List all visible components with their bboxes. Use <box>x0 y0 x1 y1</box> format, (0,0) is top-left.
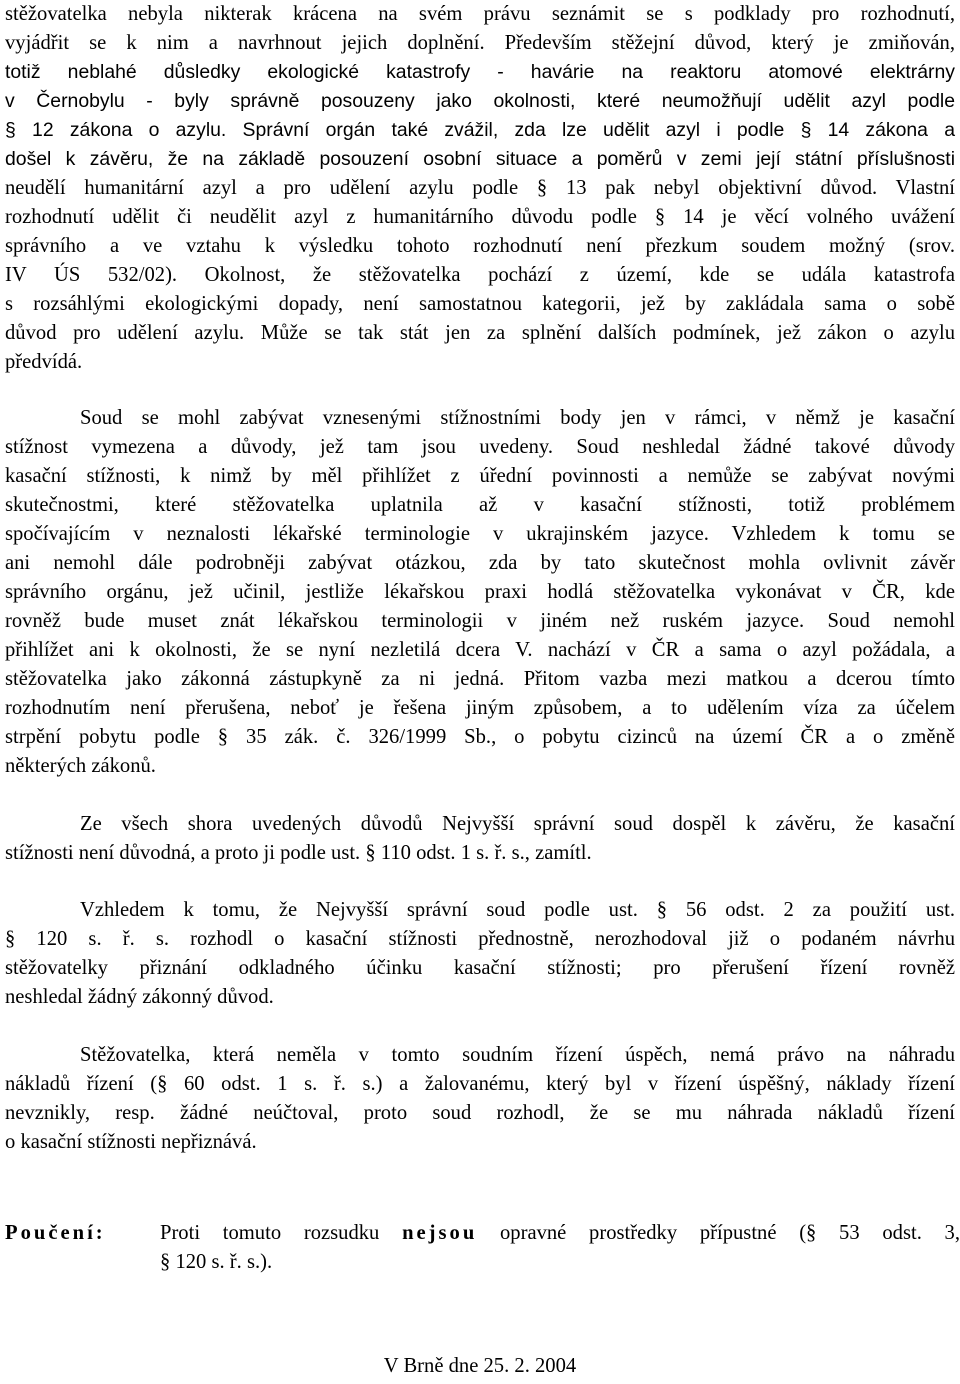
text-line: stížnosti není důvodná, a proto ji podle ust. § 110 odst. 1 s. ř. s., zamítl. <box>5 842 592 864</box>
instruction-emphasis: nejsou <box>402 1222 478 1244</box>
instruction-line-2: § 120 s. ř. s.). <box>160 1251 273 1273</box>
text-line: totiž neblahé důsledky ekologické katastrofy - havárie na reaktoru atomové elektrárny <box>5 61 955 83</box>
text-line: kasační stížnosti, k nimž by měl přihlížet z úřední povinnosti a nemůže se zabývat novými <box>5 465 955 487</box>
text-line: nákladů řízení (§ 60 odst. 1 s. ř. s.) a žalovanému, který byl v řízení úspěšný, náklady řízení <box>5 1073 955 1095</box>
text-line: přihlížet ani k okolnosti, že se nyní nezletilá dcera V. nachází v ČR a sama o azyl požádala, a <box>5 639 955 661</box>
text-line: rozhodnutím není přerušena, neboť je řešena jiným způsobem, a to udělením víza za účelem <box>5 697 955 719</box>
text-line: stěžovatelka nebyla nikterak krácena na svém právu seznámit se s podklady pro rozhodnutí, <box>5 3 955 25</box>
instruction-line-1 <box>160 1219 960 1248</box>
text-line: stížnost vymezena a důvody, jež tam jsou uvedeny. Soud neshledal žádné takové důvody <box>5 436 955 458</box>
text-line: Soud se mohl zabývat vznesenými stížnostními body jen v rámci, v němž je kasační <box>80 407 955 429</box>
text-line: některých zákonů. <box>5 755 156 777</box>
text-line: neshledal žádný zákonný důvod. <box>5 986 274 1008</box>
text-line: v Černobylu - byly správně posouzeny jako okolnosti, které neumožňují udělit azyl podle <box>5 90 955 112</box>
instruction-text-before: Proti tomuto rozsudku <box>160 1222 380 1244</box>
text-line: § 12 zákona o azylu. Správní orgán také zvážil, zda lze udělit azyl i podle § 14 zákona a <box>5 119 955 141</box>
text-line: IV ÚS 532/02). Okolnost, že stěžovatelka pochází z území, kde se udála katastrofa <box>5 264 955 286</box>
text-line: Vzhledem k tomu, že Nejvyšší správní soud podle ust. § 56 odst. 2 za použití ust. <box>80 899 955 921</box>
text-line: stěžovatelka jako zákonná zástupkyně za ni jedná. Přitom vazba mezi matkou a dcerou tímto <box>5 668 955 690</box>
text-line: předvídá. <box>5 351 83 373</box>
text-line: s rozsáhlými ekologickými dopady, není samostatnou kategorii, jež by zakládala sama o sobě <box>5 293 955 315</box>
place-and-date: V Brně dne 25. 2. 2004 <box>383 1355 577 1377</box>
text-line: rozhodnutí udělit či neudělit azyl z humanitárního důvodu podle § 14 je věcí volného uvážení <box>5 206 955 228</box>
text-line: došel k závěru, že na základě posouzení osobní situace a poměrů v zemi její státní příslušnosti <box>5 148 955 170</box>
instruction-text-after: opravné prostředky přípustné (§ 53 odst. 3, <box>500 1222 960 1244</box>
text-line: strpění pobytu podle § 35 zák. č. 326/1999 Sb., o pobytu cizinců na území ČR a o změně <box>5 726 955 748</box>
document-page <box>5 0 960 1384</box>
text-line: o kasační stížnosti nepřiznává. <box>5 1131 257 1153</box>
text-line: § 120 s. ř. s. rozhodl o kasační stížnosti přednostně, nerozhodoval již o podaném návrhu <box>5 928 955 950</box>
text-line: nevznikly, resp. žádné neúčtoval, proto soud rozhodl, že se mu náhrada nákladů řízení <box>5 1102 955 1124</box>
text-line: skutečnostmi, které stěžovatelka uplatnila až v kasační stížnosti, totiž problémem <box>5 494 955 516</box>
text-line: důvod pro udělení azylu. Může se tak stát jen za splnění dalších podmínek, jež zákon o azylu <box>5 322 955 344</box>
text-line: ani nemohl dále podrobněji zabývat otázkou, zda by tato skutečnost mohla ovlivnit závěr <box>5 552 955 574</box>
text-line: správního a ve vztahu k výsledku tohoto rozhodnutí není přezkum soudem možný (srov. <box>5 235 955 257</box>
instruction-label: Poučení: <box>5 1222 106 1244</box>
text-line: Stěžovatelka, která neměla v tomto soudním řízení úspěch, nemá právo na náhradu <box>80 1044 955 1066</box>
text-line: rovněž bude muset znát lékařskou terminologii v jiném než ruském jazyce. Soud nemohl <box>5 610 955 632</box>
text-line: Ze všech shora uvedených důvodů Nejvyšší správní soud dospěl k závěru, že kasační <box>80 813 955 835</box>
text-line: správního orgánu, jež učinil, jestliže lékařskou praxi hodlá stěžovatelka vykonávat v ČR, kde <box>5 581 955 603</box>
text-line: spočívajícím v neznalosti lékařské terminologie v ukrajinském jazyce. Vzhledem k tomu se <box>5 523 955 545</box>
text-line: neudělí humanitární azyl a pro udělení azylu podle § 13 pak nebyl objektivní důvod. Vlastní <box>5 177 955 199</box>
text-line: stěžovatelky přiznání odkladného účinku kasační stížnosti; pro přerušení řízení rovněž <box>5 957 955 979</box>
text-line: vyjádřit se k nim a navrhnout jejich doplnění. Především stěžejní důvod, který je zmiňován, <box>5 32 955 54</box>
